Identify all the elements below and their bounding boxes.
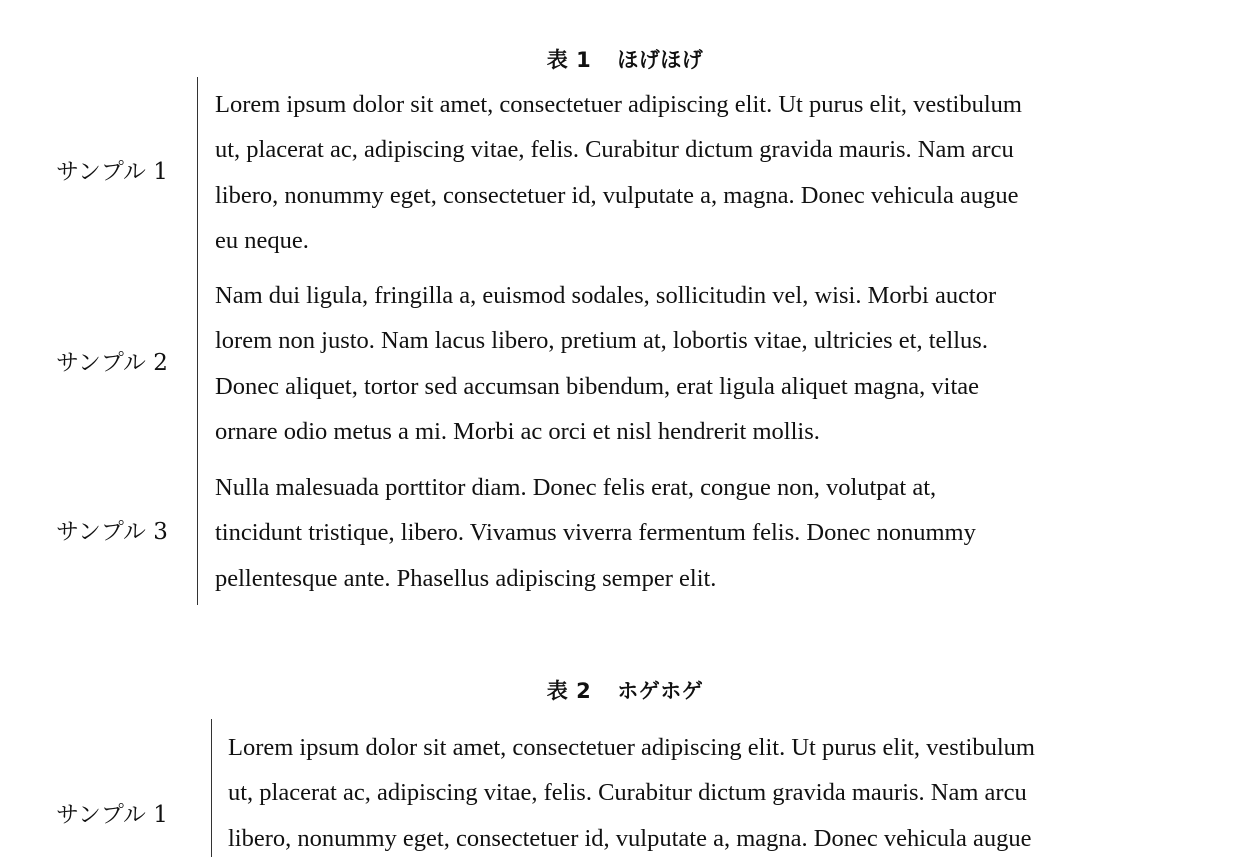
table-1-column-rule (197, 77, 198, 605)
table-2-caption (0, 679, 1250, 703)
text-line: ut, placerat ac, adipiscing vitae, felis. Curabitur dictum gravida mauris. Nam arcu (228, 779, 1027, 807)
text-line: lorem non justo. Nam lacus libero, pretium at, lobortis vitae, ultricies et, tellus. (215, 327, 988, 355)
table-1-row-2-label: サンプル 2 (56, 350, 168, 376)
table-1-row-2-text (215, 273, 1205, 454)
text-line: libero, nonummy eget, consectetuer id, vulputate a, magna. Donec vehicula augue (215, 181, 1019, 209)
table-2-column-rule (211, 719, 212, 857)
text-line: Nam dui ligula, fringilla a, euismod sodales, sollicitudin vel, wisi. Morbi auctor (215, 282, 997, 309)
table-1-row-1-label: サンプル 1 (56, 159, 168, 185)
table-2-row-1-text (228, 725, 1218, 861)
text-line: libero, nonummy eget, consectetuer id, vulputate a, magna. Donec vehicula augue (228, 824, 1032, 852)
text-line: Nulla malesuada porttitor diam. Donec felis erat, congue non, volutpat at, (215, 474, 937, 501)
table-1-caption-title: ほげほげ (617, 48, 704, 72)
table-1-row-3-text (215, 465, 1205, 601)
text-line: ornare odio metus a mi. Morbi ac orci et nisl hendrerit mollis. (215, 417, 820, 445)
text-line: Donec aliquet, tortor sed accumsan bibendum, erat ligula aliquet magna, vitae (215, 372, 979, 400)
text-line: tincidunt tristique, libero. Vivamus viverra fermentum felis. Donec nonummy (215, 519, 976, 547)
table-2-row-1-label: サンプル 1 (56, 802, 168, 828)
table-2-caption-number: 表 2 (546, 679, 592, 703)
table-1-row-3-label: サンプル 3 (56, 519, 168, 545)
table-1-caption-number: 表 1 (546, 48, 592, 72)
text-line: Lorem ipsum dolor sit amet, consectetuer adipiscing elit. Ut purus elit, vestibulum (215, 91, 1022, 118)
text-line: Lorem ipsum dolor sit amet, consectetuer adipiscing elit. Ut purus elit, vestibulum (228, 734, 1035, 761)
text-line: pellentesque ante. Phasellus adipiscing semper elit. (215, 564, 717, 592)
table-1-row-1-text (215, 82, 1205, 263)
text-line: eu neque. (215, 226, 309, 254)
text-line: ut, placerat ac, adipiscing vitae, felis. Curabitur dictum gravida mauris. Nam arcu (215, 136, 1014, 164)
table-2-caption-title: ホゲホゲ (617, 679, 704, 703)
table-1-caption (0, 48, 1250, 72)
